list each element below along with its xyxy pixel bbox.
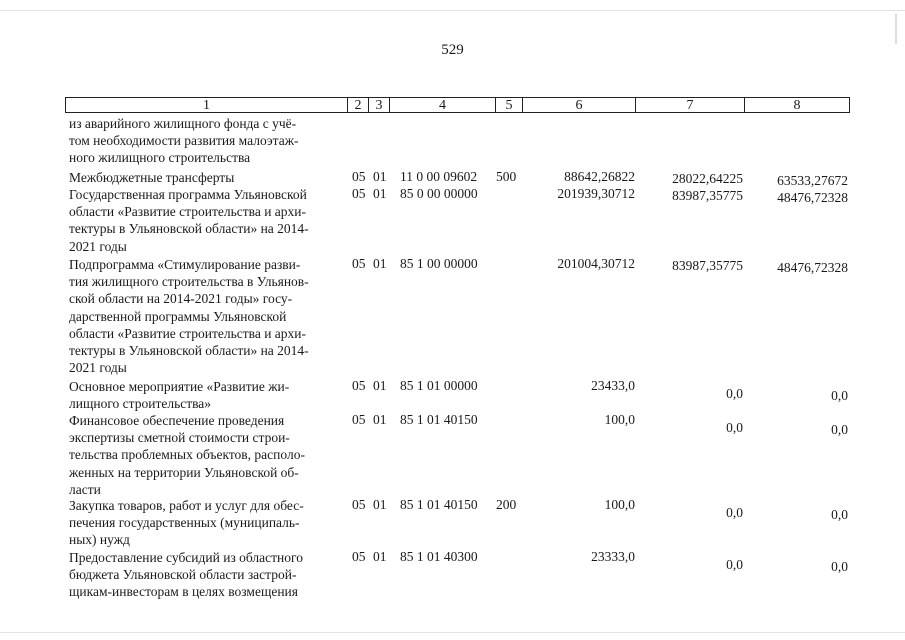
cell-c4: 85 1 01 40150 — [400, 412, 478, 427]
header-col-7: 7 — [636, 97, 745, 113]
cell-c3: 01 — [373, 412, 387, 427]
cell-c8: 63533,27672 — [777, 173, 848, 188]
row-name-line: 2021 годы — [69, 238, 127, 254]
cell-c5: 500 — [496, 169, 517, 184]
cell-c8: 0,0 — [831, 559, 848, 574]
header-col-5: 5 — [496, 97, 523, 113]
cell-c4: 85 0 00 00000 — [400, 186, 478, 201]
row-name-line: Закупка товаров, работ и услуг для обес- — [69, 498, 304, 513]
cell-c8: 48476,72328 — [777, 260, 848, 275]
cell-c7: 0,0 — [726, 386, 743, 401]
row-name-line: том необходимости развития малоэтаж- — [69, 133, 299, 149]
cell-c6: 201939,30712 — [557, 186, 635, 201]
row-name-line: тектуры в Ульяновской области» на 2014- — [69, 343, 309, 359]
row-name-line: лищного строительства» — [69, 396, 212, 412]
row-name-line: области «Развитие строительства и архи- — [69, 325, 307, 341]
page-number: 529 — [441, 42, 464, 58]
header-col-2: 2 — [348, 97, 369, 113]
cell-c7: 28022,64225 — [672, 171, 743, 186]
row-name-line: Подпрограмма «Стимулирование разви- — [69, 257, 301, 272]
row-name — [69, 412, 345, 498]
cell-c4: 85 1 01 40150 — [400, 497, 478, 512]
cell-c2: 05 — [352, 412, 366, 427]
cell-c3: 01 — [373, 378, 387, 393]
row-name-line: Государственная программа Ульяновской — [69, 187, 307, 202]
row-name-line: Предоставление субсидий из областного — [69, 550, 303, 565]
header-col-8: 8 — [745, 97, 850, 113]
cell-c2: 05 — [352, 378, 366, 393]
cell-c6: 23433,0 — [591, 378, 635, 393]
cell-c8: 0,0 — [831, 507, 848, 522]
row-name-line: из аварийного жилищного фонда с учё- — [69, 116, 297, 131]
cell-c8: 0,0 — [831, 422, 848, 437]
cell-c2: 05 — [352, 169, 366, 184]
cell-c2: 05 — [352, 256, 366, 271]
cell-c7: 0,0 — [726, 420, 743, 435]
cell-c3: 01 — [373, 549, 387, 564]
row-name-line: тектуры в Ульяновской области» на 2014- — [69, 221, 309, 237]
cell-c3: 01 — [373, 256, 387, 271]
row-name — [69, 186, 345, 255]
cell-c4: 85 1 01 00000 — [400, 378, 478, 393]
cell-c4: 85 1 00 00000 — [400, 256, 478, 271]
cell-c7: 83987,35775 — [672, 188, 743, 203]
header-col-6: 6 — [523, 97, 636, 113]
cell-c3: 01 — [373, 169, 387, 184]
row-name — [69, 497, 345, 549]
cell-c2: 05 — [352, 497, 366, 512]
scan-edge-bottom — [0, 632, 905, 633]
row-name-line: ласти — [69, 481, 101, 497]
scan-edge-top — [0, 10, 905, 11]
cell-c6: 23333,0 — [591, 549, 635, 564]
cell-c7: 0,0 — [726, 505, 743, 520]
cell-c6: 100,0 — [604, 412, 635, 427]
header-col-3: 3 — [369, 97, 390, 113]
table-header — [65, 97, 850, 113]
cell-c2: 05 — [352, 549, 366, 564]
row-name-line: ской области на 2014-2021 годы» госу- — [69, 291, 293, 307]
row-name-line: печения государственных (муниципаль- — [69, 515, 300, 531]
row-name — [69, 256, 345, 376]
row-name-line: области «Развитие строительства и архи- — [69, 204, 307, 220]
row-name-line: женных на территории Ульяновской об- — [69, 464, 299, 480]
row-name-line: бюджета Ульяновской области застрой- — [69, 567, 297, 583]
cell-c8: 0,0 — [831, 388, 848, 403]
cell-c3: 01 — [373, 497, 387, 512]
cell-c3: 01 — [373, 186, 387, 201]
row-name-line: дарственной программы Ульяновской — [69, 308, 287, 324]
row-name-line: 2021 годы — [69, 360, 127, 376]
cell-c4: 11 0 00 09602 — [400, 169, 478, 184]
cell-c5: 200 — [496, 497, 517, 512]
row-name-line: ного жилищного строительства — [69, 150, 251, 166]
row-name-line: тельства проблемных объектов, располо- — [69, 447, 305, 463]
scan-edge-mark — [895, 14, 897, 44]
row-name-line: тия жилищного строительства в Ульянов- — [69, 274, 309, 290]
row-name-line: экспертизы сметной стоимости строи- — [69, 430, 290, 446]
cell-c6: 88642,26822 — [564, 169, 635, 184]
row-name-line: щикам-инвесторам в целях возмещения — [69, 584, 298, 600]
row-name-line: Финансовое обеспечение проведения — [69, 413, 285, 428]
row-name-line: Межбюджетные трансферты — [69, 170, 235, 185]
cell-c6: 100,0 — [604, 497, 635, 512]
header-col-1: 1 — [65, 97, 348, 113]
cell-c6: 201004,30712 — [557, 256, 635, 271]
row-name — [69, 549, 345, 601]
header-col-4: 4 — [390, 97, 496, 113]
cell-c7: 83987,35775 — [672, 258, 743, 273]
row-name-line: ных) нужд — [69, 532, 130, 548]
row-name — [69, 169, 345, 186]
cell-c2: 05 — [352, 186, 366, 201]
row-name — [69, 378, 345, 412]
cell-c8: 48476,72328 — [777, 190, 848, 205]
cell-c7: 0,0 — [726, 557, 743, 572]
row-name-line: Основное мероприятие «Развитие жи- — [69, 379, 290, 394]
cell-c4: 85 1 01 40300 — [400, 549, 478, 564]
row-name — [69, 115, 345, 167]
